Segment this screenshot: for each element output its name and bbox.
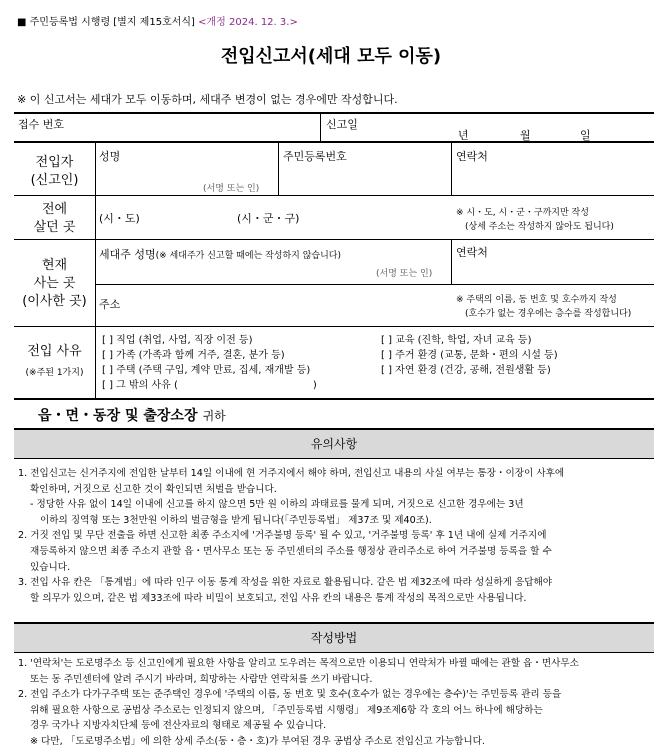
- caution-item-3-cont: 할 의무가 있으며, 같은 법 제33조에 따라 비밀이 보호되고, 전입 사유 칸의 내용은 통계 작성의 목적으로만 사용됩니다.: [30, 592, 527, 604]
- row-border: [14, 326, 654, 327]
- current-label-line2: 사는 곳: [33, 276, 76, 291]
- form-source: [17, 13, 298, 28]
- reason-label: [14, 340, 95, 378]
- addressee: [38, 405, 226, 425]
- label-column-divider: [95, 143, 96, 399]
- household-sign-hint: (서명 또는 인): [376, 269, 433, 279]
- reason-option-education[interactable]: [ ] 교육 (진학, 학업, 자녀 교육 등): [381, 335, 532, 346]
- address-note-2: (호수가 없는 경우에는 층수를 작성합니다): [465, 309, 632, 319]
- mover-divider-1: [278, 143, 279, 195]
- receipt-bottom-border: [14, 141, 654, 143]
- previous-label-line1: 전에: [41, 202, 68, 217]
- table-top-border: [14, 112, 654, 114]
- current-contact-label: 연락처: [456, 246, 488, 259]
- caution-item-1-cont: 확인하며, 거짓으로 신고한 것이 확인되면 처벌을 받습니다.: [30, 483, 277, 495]
- row-border: [14, 195, 654, 196]
- id-number-label: 주민등록번호: [283, 150, 347, 163]
- month-label: 월: [520, 129, 531, 142]
- method-item-2: 2. 전입 주소가 다가구주택 또는 준주택인 경우에 '주택의 이름, 동 번호 및 호수(호수가 없는 경우에는 층수)'는 주민등록 관리 등을: [18, 689, 562, 701]
- reason-option-other[interactable]: [102, 378, 317, 393]
- previous-city: (시・군・구): [237, 212, 300, 225]
- previous-label-line2: 살던 곳: [33, 220, 76, 235]
- method-item-2-cont2: 경우 국가나 지방자치단체 등에 전산자료의 형태로 제공될 수 있습니다.: [30, 720, 327, 732]
- year-label: 년: [458, 129, 469, 142]
- method-heading: 작성방법: [14, 622, 654, 653]
- method-item-1: 1. '연락처'는 도로명주소 등 신고인에게 필요한 사항을 알리고 도우려는 목적으로만 이용되니 연락처가 바뀔 때에는 관할 읍・면사무소: [18, 658, 579, 669]
- mover-label: [14, 154, 95, 190]
- reason-options-left: [102, 333, 317, 393]
- reason-option-other-close: ): [312, 380, 317, 391]
- form-notice: ※ 이 신고서는 세대가 모두 이동하며, 세대주 변경이 없는 경우에만 작성합니다.: [17, 93, 398, 106]
- day-label: 일: [580, 129, 591, 142]
- previous-province: (시・도): [99, 212, 140, 225]
- page-title: 전입신고서(세대 모두 이동): [220, 46, 442, 67]
- addressee-suffix: 귀하: [202, 409, 226, 423]
- mover-sign-hint: (서명 또는 인): [203, 184, 260, 194]
- mover-label-line2: (신고인): [30, 173, 79, 188]
- household-head-name-label: 세대주 성명: [99, 248, 156, 261]
- inner-row-border: [95, 284, 654, 285]
- form-source-text: 주민등록법 시행령 [별지 제15호서식]: [29, 17, 195, 28]
- receipt-date-label: 신고일: [326, 118, 358, 131]
- household-head-hint: (※ 세대주가 신고할 때에는 작성하지 않습니다): [155, 251, 342, 261]
- reason-option-job[interactable]: [ ] 직업 (취업, 사업, 직장 이전 등): [102, 335, 253, 346]
- current-label-line3: (이사한 곳): [22, 294, 87, 309]
- reason-option-family[interactable]: [ ] 가족 (가족과 함께 거주, 결혼, 분가 등): [102, 350, 285, 361]
- revision-date: <개정 2024. 12. 3.>: [198, 17, 298, 28]
- method-body: [18, 656, 579, 750]
- caution-item-2-cont2: 있습니다.: [30, 561, 71, 573]
- previous-note-1: ※ 시・도, 시・군・구까지만 작성: [456, 208, 589, 218]
- receipt-number-label: 접수 번호: [18, 118, 65, 131]
- previous-note-2: (상세 주소는 작성하지 않아도 됩니다): [465, 222, 614, 232]
- address-label: 주소: [99, 298, 121, 311]
- method-item-2-note: ※ 다만, 「도로명주소법」에 의한 상세 주소(동・층・호)가 부여된 경우 공법상 주소로 전입신고 가능합니다.: [30, 735, 485, 747]
- name-label: 성명: [99, 150, 121, 163]
- reason-option-housing[interactable]: [ ] 주택 (주택 구입, 계약 만료, 집세, 재개발 등): [102, 365, 311, 376]
- reason-label-line2: (※주된 1가지): [25, 368, 84, 378]
- address-note-1: ※ 주택의 이름, 동 번호 및 호수까지 작성: [456, 295, 617, 305]
- square-icon: ■: [17, 17, 27, 28]
- method-item-1-cont: 또는 동 주민센터에 알려 주시기 바라며, 희망하는 사람만 연락처를 쓰기 바랍니다.: [30, 673, 373, 685]
- previous-label: [14, 201, 95, 237]
- mover-contact-label: 연락처: [456, 150, 488, 163]
- method-item-2-cont: 위해 필요한 사항으로 공법상 주소로는 인정되지 않으며, 「주민등록법 시행령」 제9조제6항 각 호의 어느 하나에 해당하는: [30, 704, 543, 716]
- reason-option-living-env[interactable]: [ ] 주거 환경 (교통, 문화・편의 시설 등): [381, 350, 558, 361]
- receipt-divider: [320, 113, 321, 141]
- addressee-main: 읍・면・동장 및 출장소장: [38, 408, 198, 424]
- mover-label-line1: 전입자: [35, 155, 74, 170]
- mover-divider-2: [451, 143, 452, 195]
- current-label-line1: 현재: [41, 258, 68, 273]
- table-bottom-border: [14, 398, 654, 400]
- reason-option-other-label: [ ] 그 밖의 사유 (: [102, 380, 178, 391]
- current-label: [14, 257, 95, 311]
- caution-item-2: 2. 거짓 전입 및 무단 전출을 하면 신고한 최종 주소지에 '거주불명 등록' 될 수 있고, '거주불명 등록' 후 1년 내에 실제 거주지에: [18, 530, 547, 542]
- caution-item-1-sub-cont: 이하의 징역형 또는 3천만원 이하의 벌금형을 받게 됩니다(「주민등록법」 제37조 및 제40조).: [40, 514, 432, 526]
- caution-body: [18, 466, 564, 606]
- row-border: [14, 239, 654, 240]
- caution-item-3: 3. 전입 사유 칸은 「통계법」에 따라 인구 이동 통계 작성을 위한 자료로 활용됩니다. 같은 법 제32조에 따라 성실하게 응답해야: [18, 577, 553, 589]
- reason-options-right: [381, 333, 558, 378]
- caution-heading: 유의사항: [14, 428, 654, 459]
- caution-item-1: 1. 전입신고는 신거주지에 전입한 날부터 14일 이내에 현 거주지에서 해야 하며, 전입신고 내용의 사실 여부는 통장・이장이 사후에: [18, 468, 565, 479]
- caution-item-2-cont: 재등록하지 않으면 최종 주소지 관할 읍・면사무소 또는 동 주민센터의 주소를 행정상 관리주소로 하여 거주불명 등록을 할 수: [30, 545, 552, 557]
- household-head-label: [99, 246, 341, 262]
- current-divider: [451, 240, 452, 284]
- reason-option-natural-env[interactable]: [ ] 자연 환경 (건강, 공해, 전원생활 등): [381, 365, 551, 376]
- reason-label-line1: 전입 사유: [27, 344, 82, 359]
- caution-item-1-sub: - 정당한 사유 없이 14일 이내에 신고를 하지 않으면 5만 원 이하의 과태료를 물게 되며, 거짓으로 신고한 경우에는 3년: [30, 499, 524, 511]
